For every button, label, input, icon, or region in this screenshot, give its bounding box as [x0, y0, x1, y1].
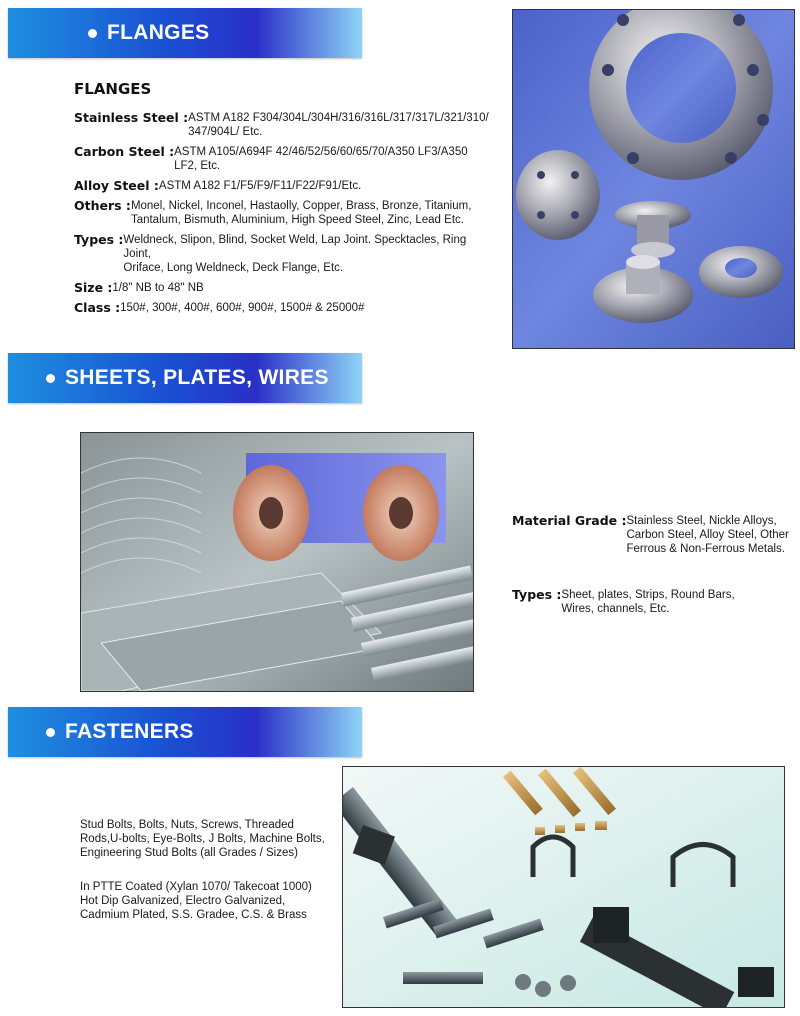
spec-row-others: [74, 199, 494, 227]
spec-value: Stainless Steel, Nickle Alloys, Carbon Steel, Alloy Steel, Other Ferrous & Non-Ferrous Metals.: [626, 515, 789, 555]
flanges-illustration: [513, 10, 794, 348]
spec-row-material-grade: [512, 514, 792, 556]
spec-label: Size :: [74, 280, 113, 295]
fasteners-banner-title: FASTENERS: [65, 720, 194, 743]
fasteners-illustration: [343, 767, 784, 1007]
flanges-photo: [512, 9, 795, 349]
fasteners-banner: [8, 707, 362, 757]
fasteners-products-text: Stud Bolts, Bolts, Nuts, Screws, Threaded Rods,U-bolts, Eye-Bolts, J Bolts, Machine Bolts, Engineering Stud Bolts (all Grades / Sizes): [80, 819, 325, 859]
sheets-spec-list: [512, 514, 792, 622]
spec-label: Carbon Steel :: [74, 144, 175, 159]
spec-row-stainless: [74, 111, 494, 139]
spec-value: Monel, Nickel, Inconel, Hastaolly, Copper, Brass, Bronze, Titanium, Tantalum, Bismuth, Aluminium, High Speed Steel, Zinc, Lead Etc.: [130, 200, 472, 226]
spec-label: Stainless Steel :: [74, 110, 189, 125]
bullet-icon: [46, 374, 55, 383]
fasteners-photo: [342, 766, 785, 1008]
spec-row-class: [74, 301, 494, 315]
spec-row-types: [74, 233, 494, 275]
spec-label: Material Grade :: [512, 513, 627, 528]
spec-value: ASTM A182 F1/F5/F9/F11/F22/F91/Etc.: [158, 180, 362, 192]
spec-value: Sheet, plates, Strips, Round Bars, Wires, channels, Etc.: [561, 589, 735, 615]
flanges-banner: [8, 8, 362, 58]
spec-label: Types :: [74, 232, 124, 247]
spec-value: 150#, 300#, 400#, 600#, 900#, 1500# & 25000#: [120, 302, 365, 314]
fasteners-coatings-text: In PTTE Coated (Xylan 1070/ Takecoat 1000) Hot Dip Galvanized, Electro Galvanized, Cadmium Plated, S.S. Gradee, C.S. & Brass: [80, 881, 312, 921]
spec-row-alloy: [74, 179, 494, 193]
spec-row-carbon: [74, 145, 494, 173]
sheets-banner: [8, 353, 362, 403]
spec-row-types: [512, 588, 792, 616]
flanges-banner-title: FLANGES: [107, 21, 210, 44]
spec-value: Weldneck, Slipon, Blind, Socket Weld, Lap Joint. Specktacles, Ring Joint, Oriface, Long Weldneck, Deck Flange, Etc.: [123, 234, 467, 274]
spec-row-size: [74, 281, 494, 295]
spec-label: Class :: [74, 300, 121, 315]
sheets-banner-title: SHEETS, PLATES, WIRES: [65, 366, 329, 389]
spec-label: Types :: [512, 587, 562, 602]
spec-value: ASTM A182 F304/304L/304H/316/316L/317/317L/321/310/ 347/904L/ Etc.: [188, 112, 489, 138]
spec-value: ASTM A105/A694F 42/46/52/56/60/65/70/A350 LF3/A350 LF2, Etc.: [174, 146, 468, 172]
flanges-spec-list: [74, 111, 494, 321]
sheets-illustration: [81, 433, 473, 691]
bullet-icon: [88, 29, 97, 38]
sheets-photo: [80, 432, 474, 692]
spec-label: Alloy Steel :: [74, 178, 159, 193]
bullet-icon: [46, 728, 55, 737]
spec-value: 1/8" NB to 48" NB: [112, 282, 204, 294]
flanges-heading: FLANGES: [74, 80, 152, 98]
spec-label: Others :: [74, 198, 131, 213]
